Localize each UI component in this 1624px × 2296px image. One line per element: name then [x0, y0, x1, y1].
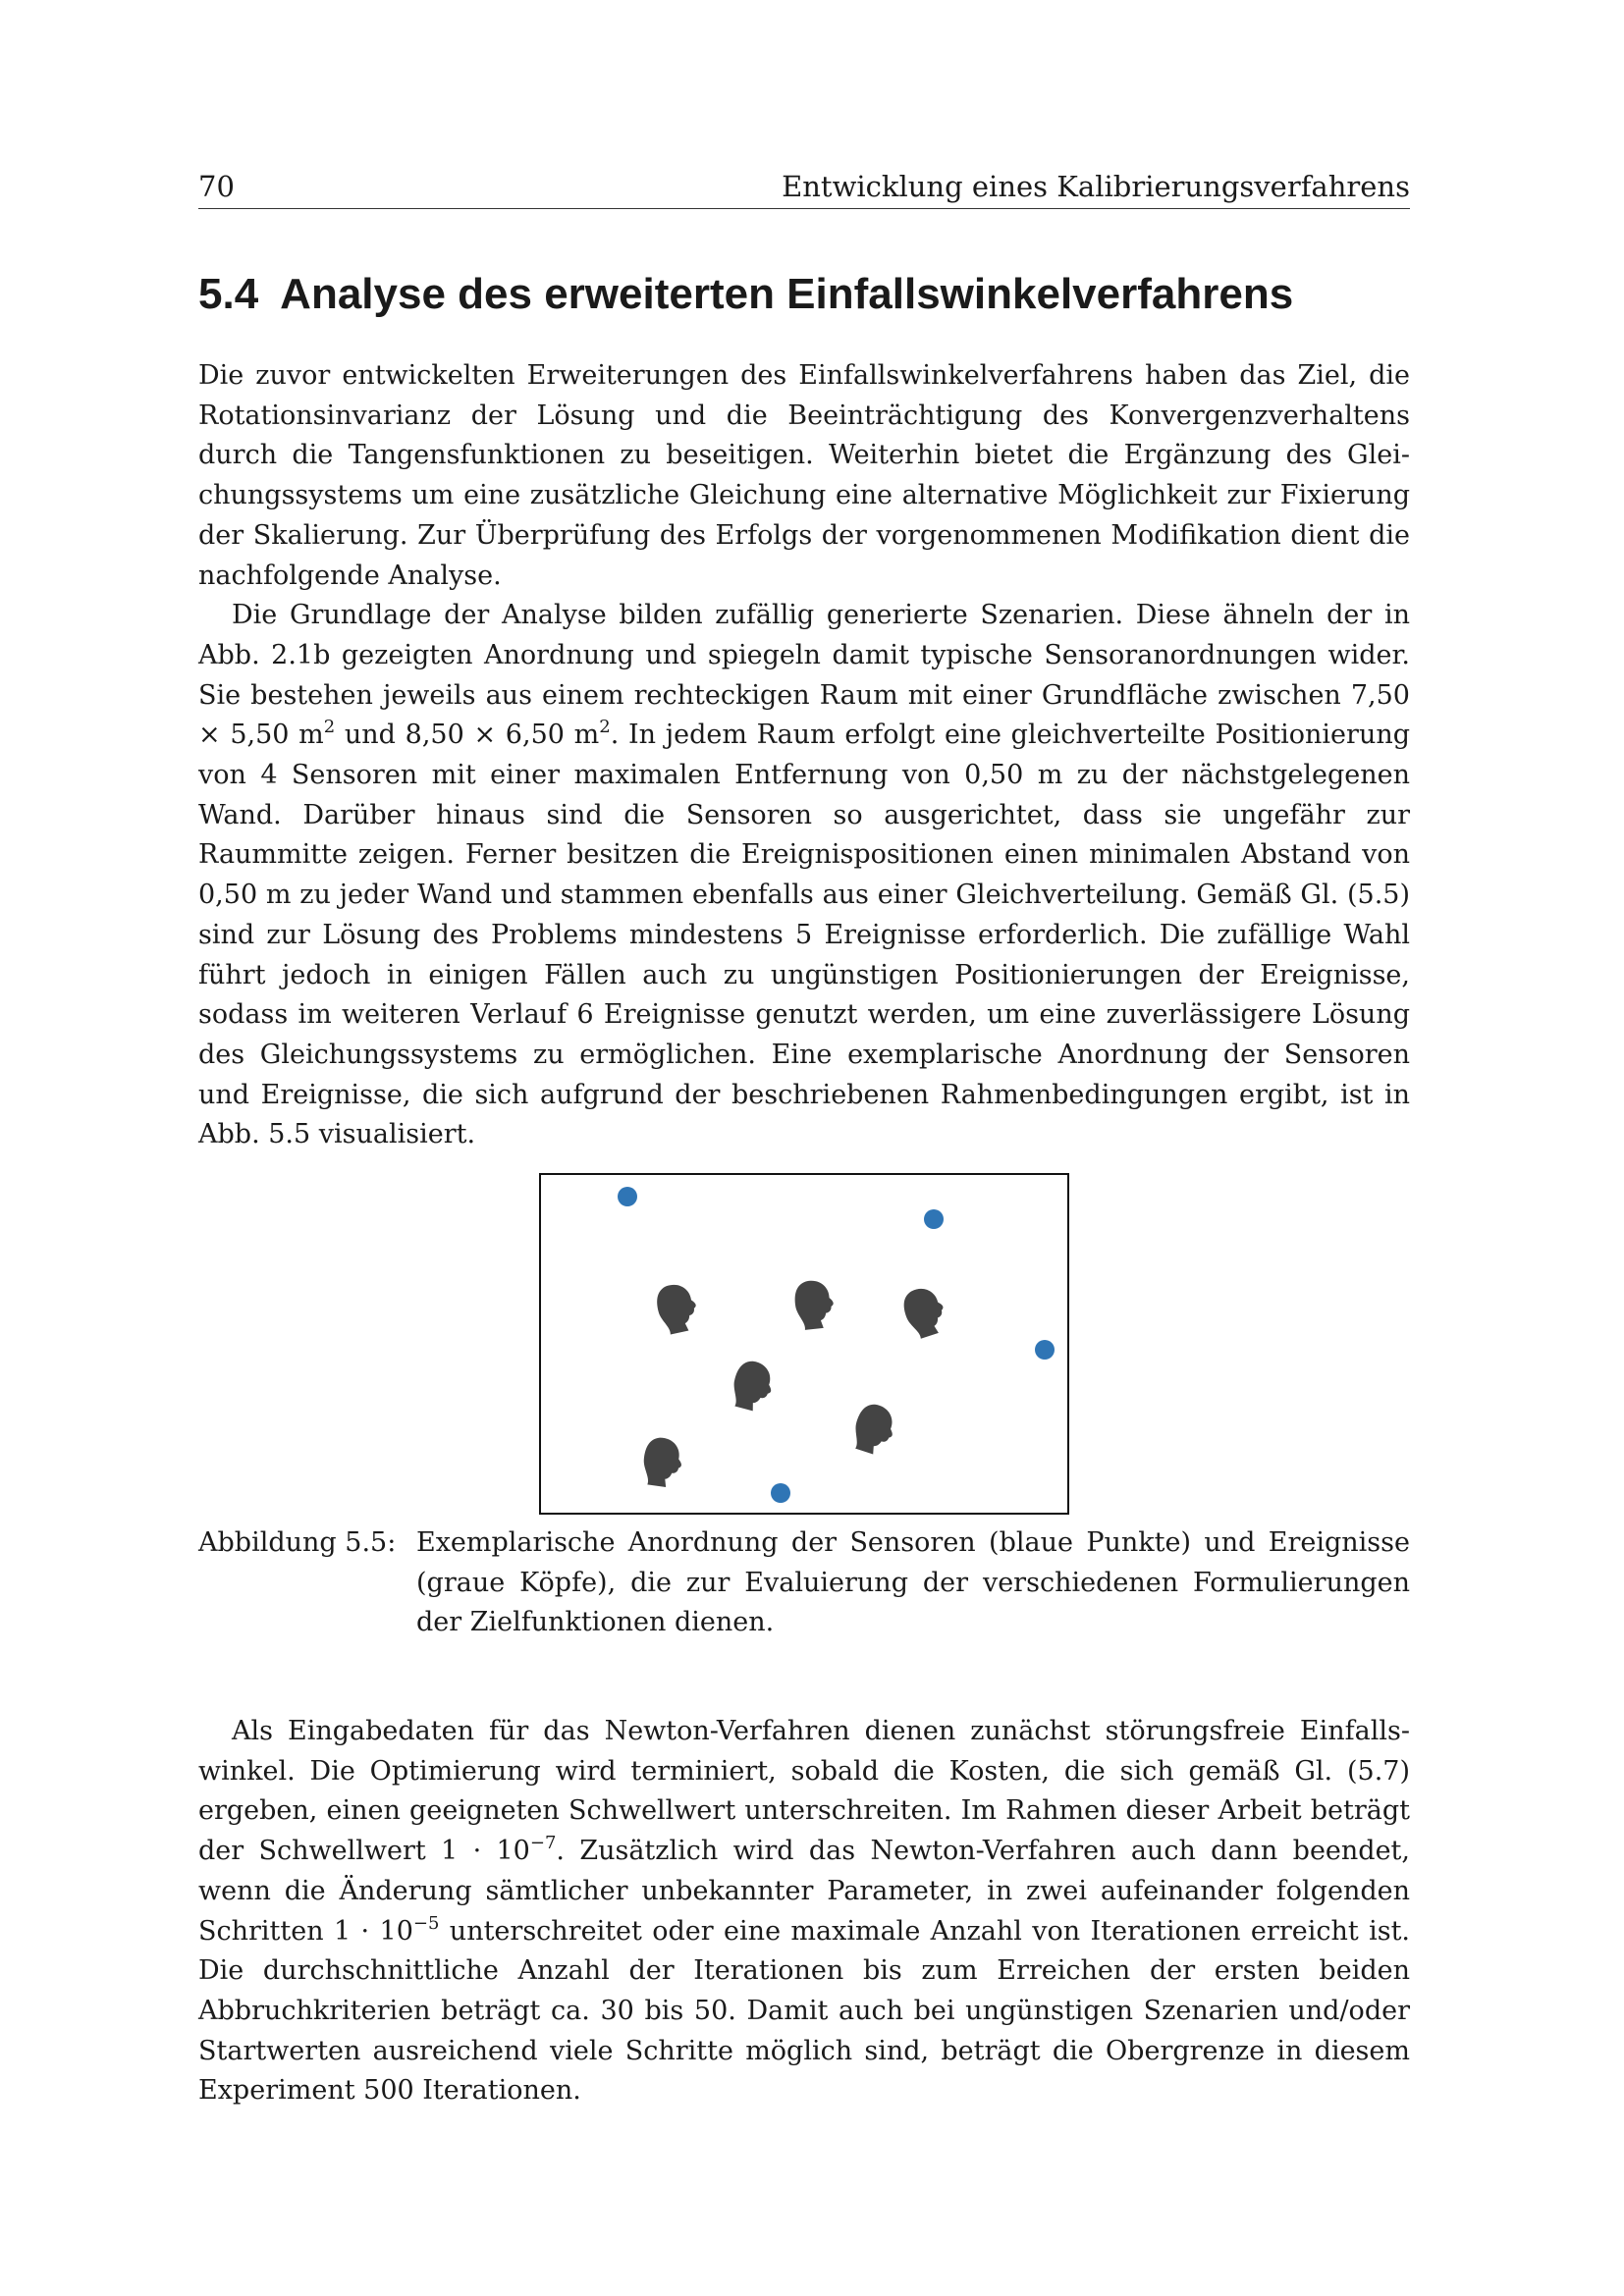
sensor-group: [618, 1187, 1055, 1503]
sensor-dot: [618, 1187, 637, 1206]
running-head: [198, 165, 1410, 209]
section-number: 5.4: [198, 270, 259, 318]
paragraph-3-text-c: unterschreitet oder eine maximale Anzahl von Iterationen erreicht ist. Die durchschnittliche Anzahl der Iterationen bis zum Erreichen der ersten beiden Abbruchkriterien beträgt ca. 30 bis 50. Damit auch bei ungünstigen Szenarien und/oder Startwerten ausreichend viele Schritte möglich sind, beträgt die Obergrenze in diesem Experiment 500 Iterationen.: [198, 1915, 1411, 2107]
sensor-dot: [771, 1483, 790, 1503]
event-group: [640, 1279, 950, 1489]
chapter-title: Entwicklung eines Kalibrierungsverfahrens: [782, 170, 1410, 203]
paragraph-2-text-a: Die Grundlage der Analyse bilden zufällig generierte Szenarien. Diese ähneln der in Abb. 2.1b gezeigten Anordnung und spiegeln damit typische Sensoranordnungen wider. Sie bestehen jeweils aus einem rechteckigen Raum mit einer Grundfläche zwischen 7,50 × 5,50 m: [198, 600, 1410, 751]
superscript-m2-a: 2: [323, 717, 336, 738]
figure-caption: [198, 1523, 1410, 1643]
event-head-icon: [728, 1358, 777, 1415]
event-head-icon: [654, 1281, 701, 1336]
sensor-dot: [1035, 1340, 1055, 1360]
section-title: Analyse des erweiterten Einfallswinkelverfahrens: [280, 270, 1294, 318]
page-number: 70: [198, 170, 235, 203]
paragraph-3-text-b: . Zusätzlich wird das Newton-Verfahren auch dann beendet, wenn die Änderung sämtlicher unbekannter Parameter, in zwei aufeinander folgenden Schritten 1 · 10: [198, 1836, 1410, 1947]
superscript-m2-b: 2: [599, 717, 611, 738]
body-text-top: [198, 356, 1410, 1155]
event-head-icon: [793, 1279, 837, 1331]
event-head-icon: [848, 1401, 899, 1459]
event-head-icon: [899, 1283, 950, 1341]
figure-label: Abbildung 5.5:: [198, 1527, 397, 1558]
paragraph-3: [198, 1712, 1410, 2111]
figure-sensor-layout: [539, 1173, 1069, 1515]
figure-canvas: [541, 1175, 1067, 1513]
paragraph-2-text-b: und 8,50 × 6,50 m: [335, 720, 600, 751]
figure-caption-text: Exemplarische Anordnung der Sensoren (blaue Punkte) und Ereignisse (graue Köpfe), die zur Evaluierung der verschiedenen Formulierungen der Zielfunktionen dienen.: [416, 1527, 1410, 1638]
paragraph-3-text-a: Als Eingabedaten für das Newton-Verfahren dienen zunächst störungsfreie Einfallswinkel. Die Optimierung wird terminiert, sobald die Kosten, die sich gemäß Gl. (5.7) ergeben, einen geeigneten Schwellwert unterschreiten. Im Rahmen dieser Arbeit beträgt der Schwellwert 1 · 10: [198, 1716, 1410, 1867]
superscript-exp-b: −5: [412, 1912, 440, 1934]
section-heading: [198, 267, 1410, 322]
superscript-exp-a: −7: [529, 1833, 557, 1854]
paragraph-2-text-c: . In jedem Raum erfolgt eine gleichverteilte Positionierung von 4 Sensoren mit einer maximalen Entfernung von 0,50 m zu der nächstgelegenen Wand. Darüber hinaus sind die Sensoren so ausgerichtet, dass sie ungefähr zur Raummitte zeigen. Ferner besitzen die Ereignispositionen einen minimalen Abstand von 0,50 m zu jeder Wand und stammen ebenfalls aus einer Gleichverteilung. Gemäß Gl. (5.5) sind zur Lösung des Problems mindestens 5 Ereignisse erforderlich. Die zufällige Wahl führt jedoch in einigen Fällen auch zu ungünstigen Positionierungen der Ereignisse, sodass im weiteren Verlauf 6 Ereignisse genutzt werden, um eine zuverlässigere Lösung des Gleichungssystems zu ermöglichen. Eine exemplarische Anordnung der Sensoren und Ereignisse, die sich aufgrund der beschriebenen Rahmenbedingungen ergibt, ist in Abb. 5.5 visualisiert.: [198, 720, 1411, 1150]
paragraph-2: [198, 596, 1410, 1155]
body-text-bottom: [198, 1712, 1410, 2111]
sensor-dot: [924, 1209, 944, 1229]
paragraph-1: Die zuvor entwickelten Erweiterungen des Einfallswinkelverfahrens haben das Ziel, die Rotationsinvarianz der Lösung und die Beeinträchtigung des Konvergenzverhaltens durch die Tangensfunktionen zu beseitigen. Weiterhin bietet die Ergänzung des Gleichungssystems um eine zusätzliche Gleichung eine alternative Möglichkeit zur Fixierung der Skalierung. Zur Überprüfung des Erfolgs der vorgenommenen Modifikation dient die nachfolgende Analyse.: [198, 360, 1410, 591]
event-head-icon: [640, 1436, 684, 1489]
